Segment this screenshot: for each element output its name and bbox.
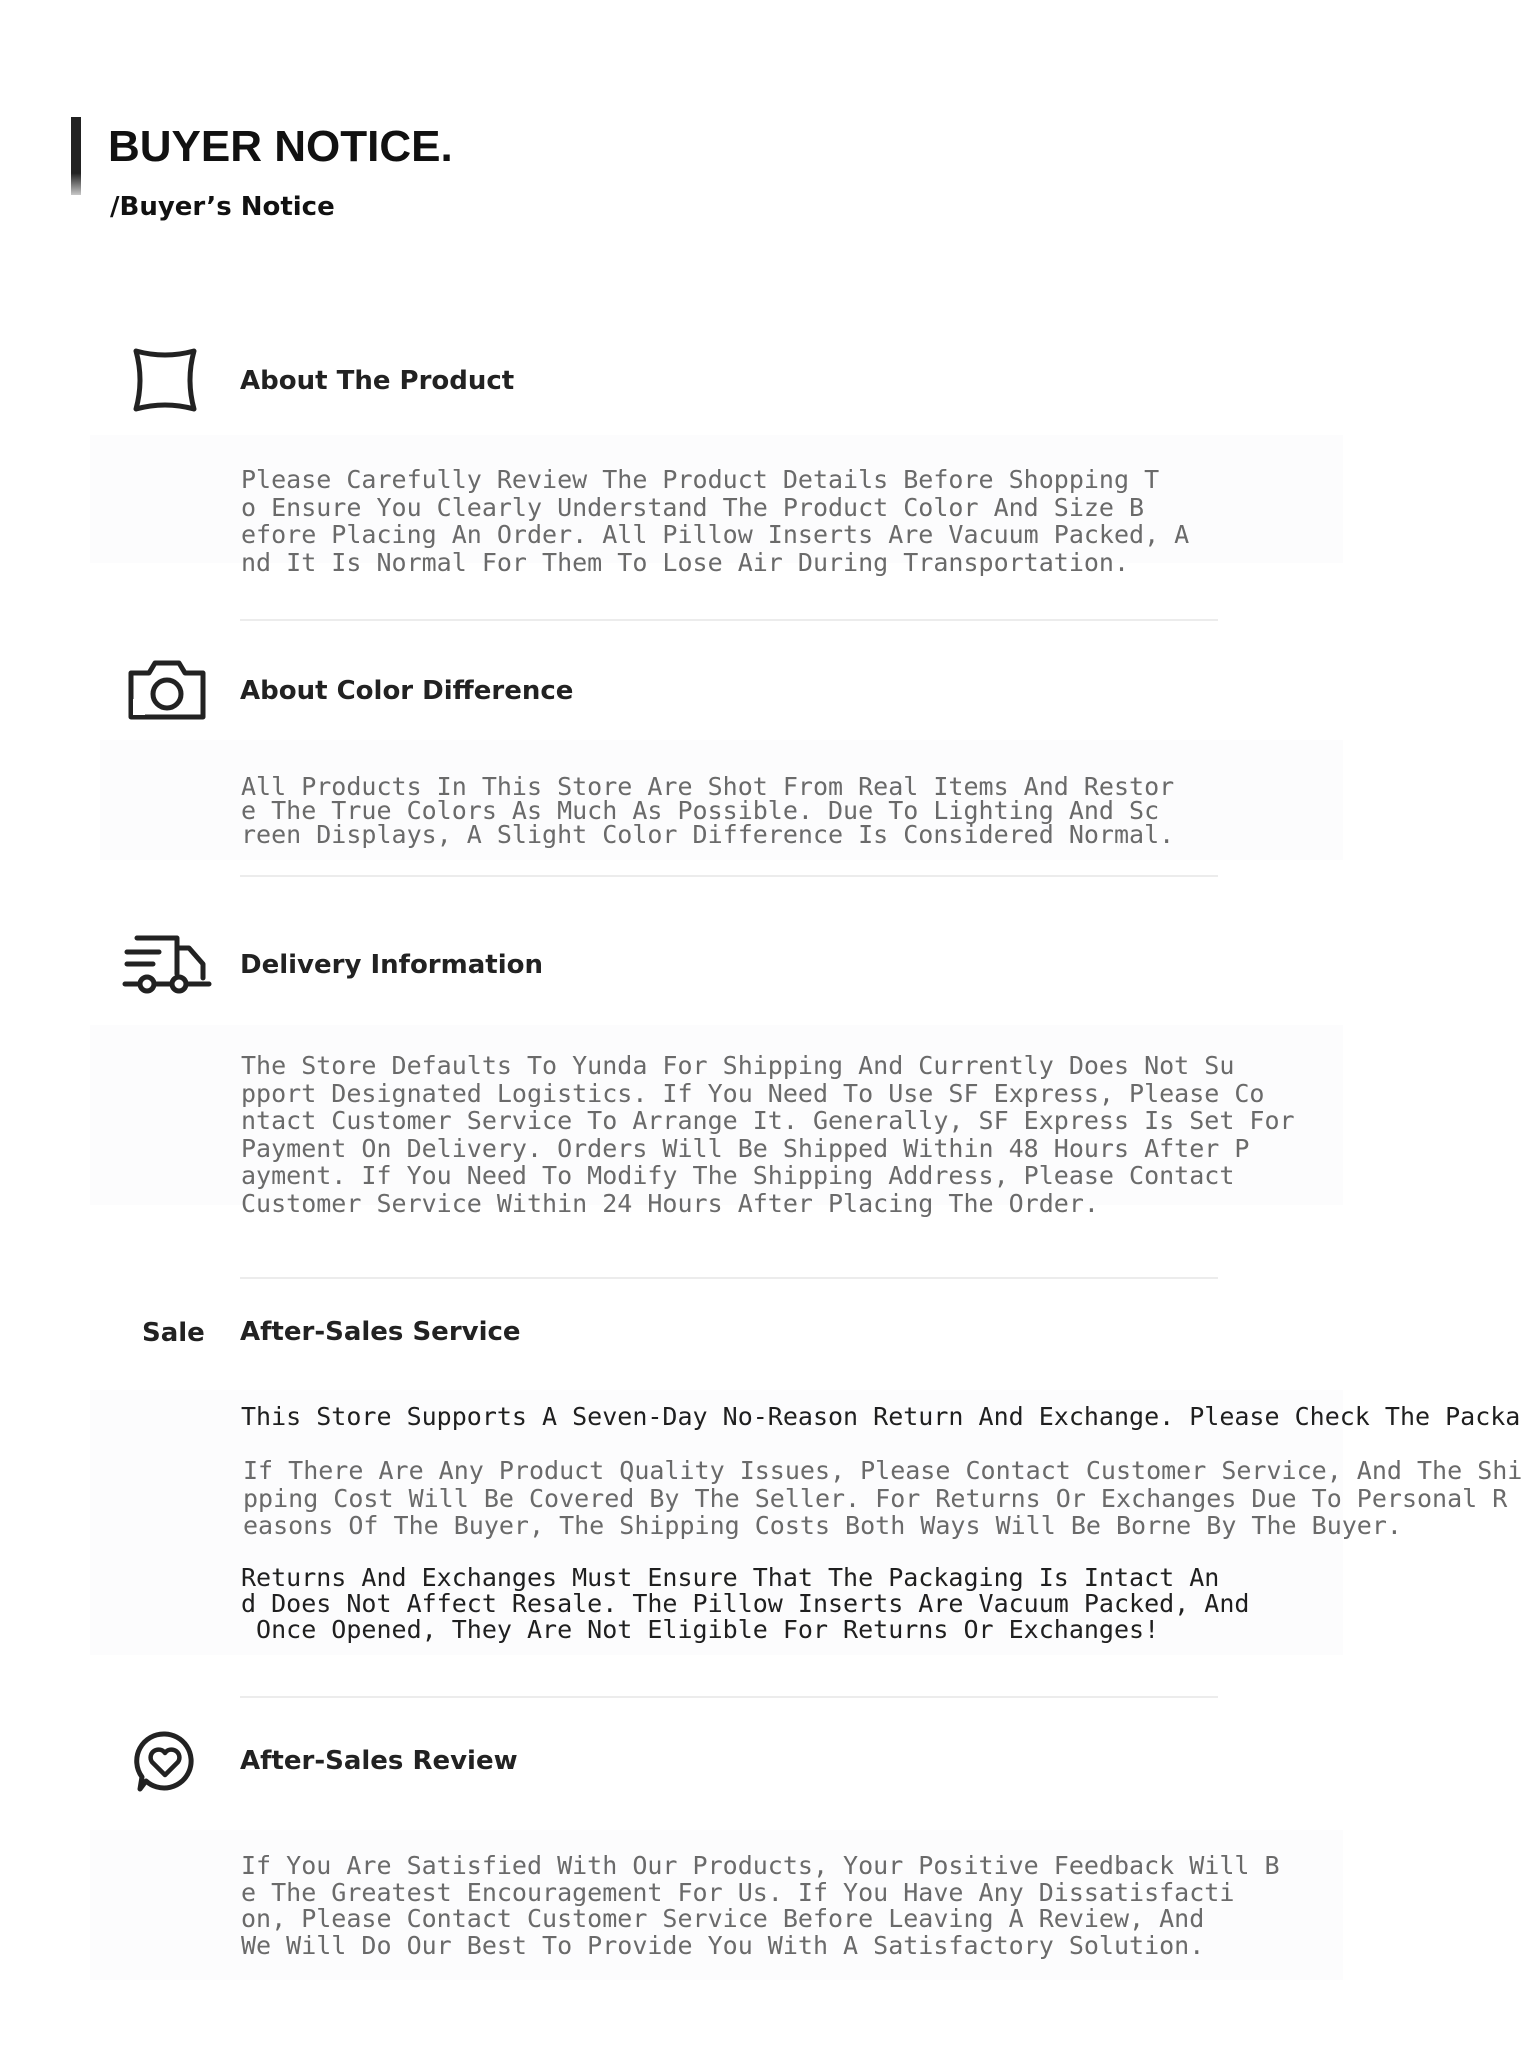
section-body-delivery: The Store Defaults To Yunda For Shipping And Currently Does Not Su pport Designated Logistics. If You Need To Use SF Express, Please Co ntact Customer Service To Arrange It. Generally, SF Express Is Set For Payment On Delivery. Orders Will Be Shipped Within 48 Hours After P ayment. If You Need To Modify The Shipping Address, Please Contact Customer Service Within 24 Hours After Placing The Order. <box>241 1051 1295 1218</box>
section-divider <box>240 619 1218 621</box>
section-title-after-sales-service: After-Sales Service <box>240 1317 521 1347</box>
page-subtitle: /Buyer’s Notice <box>110 192 335 222</box>
heart-chat-icon <box>120 1717 210 1807</box>
section-title-review: After-Sales Review <box>240 1746 518 1776</box>
delivery-truck-icon <box>122 920 212 1010</box>
section-divider <box>240 1696 1218 1698</box>
section-body-color: All Products In This Store Are Shot From Real Items And Restor e The True Colors As Much As Possible. Due To Lighting And Sc reen Displays, A Slight Color Difference Is Considered Normal. <box>241 772 1175 849</box>
section-body-after-sales-service: If There Are Any Product Quality Issues, Please Contact Customer Service, And The Shi pping Cost Will Be Covered By The Seller. For Returns Or Exchanges Due To Personal R easons Of The Buyer, The Shipping Costs Both Ways Will Be Borne By The Buyer. <box>243 1456 1522 1540</box>
section-divider <box>240 875 1218 877</box>
section-divider <box>240 1277 1218 1279</box>
header-accent-bar <box>71 117 81 195</box>
pillow-icon <box>120 335 210 425</box>
section-title-delivery: Delivery Information <box>240 950 543 980</box>
camera-icon <box>122 645 212 735</box>
section-lead-after-sales-service: This Store Supports A Seven-Day No-Reason Return And Exchange. Please Check The Packa <box>241 1402 1521 1431</box>
section-note-after-sales-service: Returns And Exchanges Must Ensure That The Packaging Is Intact An d Does Not Affect Resale. The Pillow Inserts Are Vacuum Packed, And Once Opened, They Are Not Eligible For Returns Or Exchanges! <box>241 1563 1250 1644</box>
section-title-product: About The Product <box>240 366 515 396</box>
section-body-review: If You Are Satisfied With Our Products, Your Positive Feedback Will B e The Greatest Encouragement For Us. If You Have Any Dissatisfacti on, Please Contact Customer Service Before Leaving A Review, And We Will Do Our Best To Provide You With A Satisfactory Solution. <box>241 1851 1280 1960</box>
section-body-product: Please Carefully Review The Product Details Before Shopping T o Ensure You Clearly Understand The Product Color And Size B efore Placing An Order. All Pillow Inserts Are Vacuum Packed, A nd It Is Normal For Them To Lose Air During Transportation. <box>241 465 1190 577</box>
sale-icon-label: Sale <box>142 1318 205 1348</box>
page-title: BUYER NOTICE. <box>108 122 453 171</box>
section-title-color: About Color Difference <box>240 676 574 706</box>
